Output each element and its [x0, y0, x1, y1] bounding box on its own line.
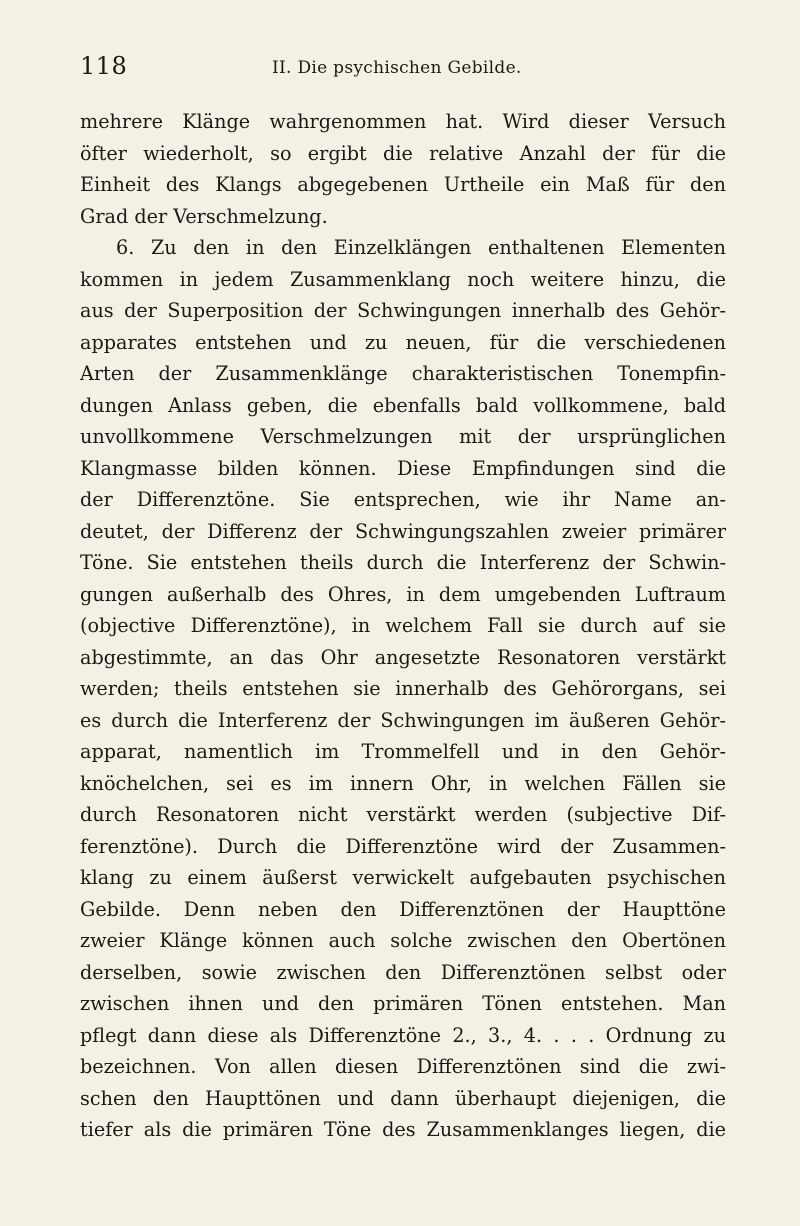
text-line: zwischen ihnen und den primären Tönen entstehen. Man [80, 992, 726, 1015]
paragraph-start-line: 6. Zu den in den Einzelklängen enthaltenen Elementen [116, 236, 726, 259]
text-line: abgestimmte, an das Ohr angesetzte Resonatoren verstärkt [80, 645, 726, 669]
text-line: knöchelchen, sei es im innern Ohr, in welchen Fällen sie [80, 771, 726, 795]
page-number: 118 [80, 52, 128, 80]
text-line: ferenztöne). Durch die Differenztöne wird der Zusammen- [80, 834, 726, 858]
text-line: tiefer als die primären Töne des Zusammenklanges liegen, die [80, 1118, 726, 1141]
text-line: (objective Differenztöne), in welchem Fall sie durch auf sie [80, 614, 726, 637]
text-line: gungen außerhalb des Ohres, in dem umgebenden Luftraum [80, 582, 726, 606]
text-line: apparat, namentlich im Trommelfell und in den Gehör- [80, 740, 726, 763]
text-line: bezeichnen. Von allen diesen Differenztönen sind die zwi- [80, 1055, 726, 1078]
text-line: dungen Anlass geben, die ebenfalls bald vollkommene, bald [80, 393, 726, 417]
text-line: es durch die Interferenz der Schwingungen im äußeren Gehör- [80, 708, 726, 732]
text-line: werden; theils entstehen sie innerhalb des Gehörorgans, sei [80, 677, 726, 700]
text-line: derselben, sowie zwischen den Differenztönen selbst oder [80, 960, 726, 984]
text-line: klang zu einem äußerst verwickelt aufgebauten psychischen [80, 866, 726, 889]
text-line: Grad der Verschmelzung. [80, 204, 328, 228]
text-line: Arten der Zusammenklänge charakteristischen Tonempfin- [80, 362, 726, 385]
text-line: unvollkommene Verschmelzungen mit der ursprünglichen [80, 425, 726, 448]
text-line: Gebilde. Denn neben den Differenztönen der Haupttöne [80, 897, 726, 921]
text-line: öfter wiederholt, so ergibt die relative Anzahl der für die [80, 141, 726, 165]
running-title: II. Die psychischen Gebilde. [272, 58, 522, 78]
text-line: kommen in jedem Zusammenklang noch weitere hinzu, die [80, 267, 726, 291]
text-line: Einheit des Klangs abgegebenen Urtheile ein Maß für den [80, 173, 726, 196]
text-line: durch Resonatoren nicht verstärkt werden (subjective Dif- [80, 803, 726, 826]
text-line: der Differenztöne. Sie entsprechen, wie ihr Name an- [80, 488, 726, 511]
text-line: apparates entstehen und zu neuen, für die verschiedenen [80, 330, 726, 354]
text-line: zweier Klänge können auch solche zwischen den Obertönen [80, 929, 726, 952]
text-line: aus der Superposition der Schwingungen innerhalb des Gehör- [80, 299, 726, 322]
page-header [80, 52, 726, 92]
text-line: pflegt dann diese als Differenztöne 2., 3., 4. . . . Ordnung zu [80, 1023, 726, 1047]
text-line: mehrere Klänge wahrgenommen hat. Wird dieser Versuch [80, 110, 726, 133]
body-text [80, 106, 726, 1146]
text-line: Klangmasse bilden können. Diese Empfindungen sind die [80, 456, 726, 480]
text-line: schen den Haupttönen und dann überhaupt diejenigen, die [80, 1086, 726, 1110]
text-line: Töne. Sie entstehen theils durch die Interferenz der Schwin- [80, 551, 726, 574]
text-line: deutet, der Differenz der Schwingungszahlen zweier primärer [80, 519, 726, 543]
